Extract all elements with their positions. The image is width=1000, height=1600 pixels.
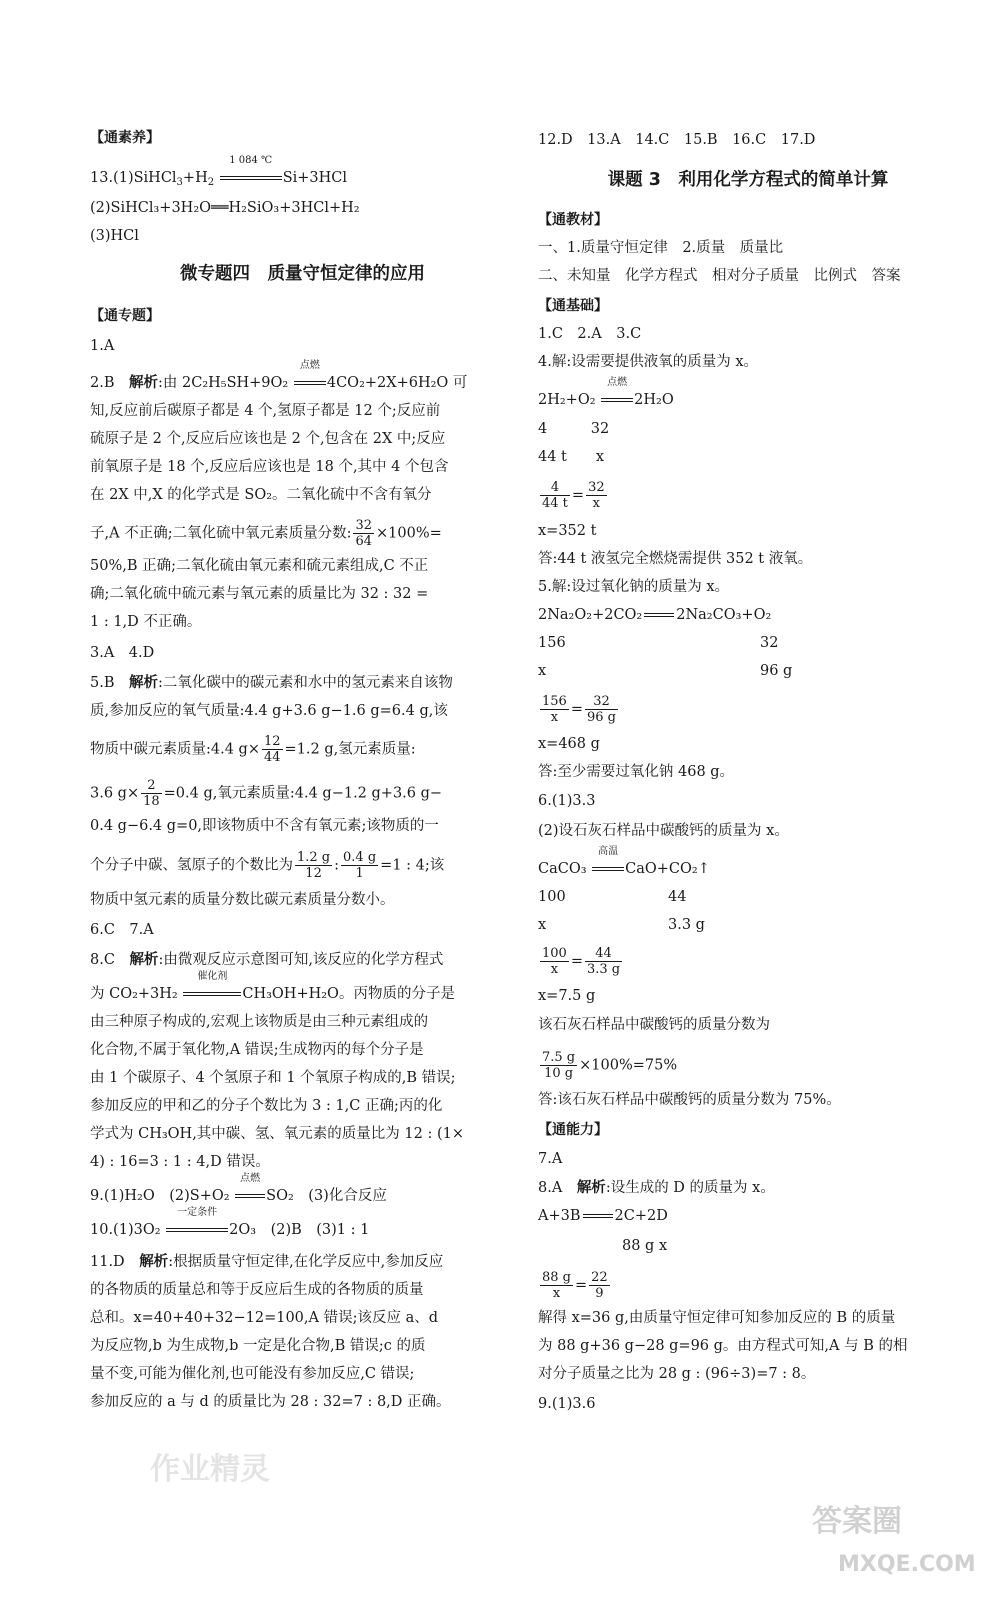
q8-line2: 为 CO₂+3H₂ 催化剂 CH₃OH+H₂O。丙物质的分子是 <box>90 971 455 1002</box>
q5-line3: 物质中碳元素质量:4.4 g× $\frac{12}{44}$ =1.2 g,氢元素质量: <box>90 734 416 765</box>
q5-line1: 5.B 解析:二氧化碳中的碳元素和水中的氢元素来自该物 <box>90 675 453 691</box>
r-q6-percent: $\frac{7.5 g}{10 g}$ ×100%=75% <box>542 1050 678 1081</box>
r-q6-answer: 答:该石灰石样品中碳酸钙的质量分数为 75%。 <box>538 1092 841 1108</box>
r-q7: 7.A <box>538 1151 563 1167</box>
jiaocai-line2: 二、未知量 化学方程式 相对分子质量 比例式 答案 <box>538 268 901 284</box>
r-q8-line1: 8.A 解析:设生成的 D 的质量为 x。 <box>538 1180 775 1196</box>
q5-line7: 物质中氢元素的质量分数比碳元素质量分数小。 <box>90 892 395 908</box>
fraction: $\frac{22}{9}$ <box>591 1270 608 1301</box>
r-q6-line1: 6.(1)3.3 <box>538 793 596 809</box>
q8-line4: 化合物,不属于氧化物,A 错误;生成物丙的每个分子是 <box>90 1042 424 1058</box>
q2-line2: 知,反应前后碳原子都是 4 个,氢原子都是 12 个;反应前 <box>90 403 441 419</box>
r-q8-proportion: $\frac{88 g}{x}$ = $\frac{22}{9}$ <box>542 1270 608 1301</box>
section-title-wei4: 微专题四 质量守恒定律的应用 <box>180 264 425 284</box>
fraction: $\frac{2}{18}$ <box>143 778 160 809</box>
q2-line5: 在 2X 中,X 的化学式是 SO₂。二氧化硫中不含有氧分 <box>90 487 432 503</box>
fraction: $\frac{44}{3.3 g}$ <box>586 946 621 977</box>
q13-line1: $13.(1)SiHCl_3+H_2$ 1 084 ℃ Si+3HCl <box>90 155 348 188</box>
fraction: $\frac{156}{x}$ <box>542 694 567 725</box>
r-q5-x: x=468 g <box>538 736 600 752</box>
fraction: $\frac{100}{x}$ <box>542 946 567 977</box>
r-q6-proportion: $\frac{100}{x}$ = $\frac{44}{3.3 g}$ <box>542 946 621 977</box>
r-q4-proportion: $\frac{4}{44 t}$ = $\frac{32}{x}$ <box>542 480 605 511</box>
r-q8-equation: A+3B 2C+2D <box>538 1208 668 1224</box>
section-header-tongjichu: 【通基础】 <box>538 298 608 314</box>
fraction: $\frac{32}{96 g}$ <box>586 694 616 725</box>
fraction: $\frac{0.4 g}{1}$ <box>343 850 377 881</box>
q5-line5: 0.4 g−6.4 g=0,即该物质中不含有氧元素;该物质的一 <box>90 818 439 834</box>
r-q6-x: x=7.5 g <box>538 988 596 1004</box>
q11-line6: 参加反应的 a 与 d 的质量比为 28 : 32=7 : 8,D 正确。 <box>90 1394 451 1410</box>
watermark-bottom-left: 作业精灵 <box>150 1452 270 1487</box>
section-header-tongjiaocai: 【通教材】 <box>538 212 608 228</box>
q6-7-answers: 6.C 7.A <box>90 922 154 938</box>
q2-line7: 50%,B 正确;二氧化硫由氧元素和硫元素组成,C 不正 <box>90 558 429 574</box>
q2-line3: 硫原子是 2 个,反应后应该也是 2 个,包含在 2X 中;反应 <box>90 431 446 447</box>
q8-line1: 8.C 解析:由微观反应示意图可知,该反应的化学方程式 <box>90 952 444 968</box>
fraction: $\frac{1.2 g}{12}$ <box>297 850 331 881</box>
r-q4-row2: 44 t x <box>538 449 605 465</box>
q8-line5: 由 1 个碳原子、4 个氢原子和 1 个氧原子构成的,B 错误; <box>90 1070 456 1086</box>
q5-line6: 个分子中碳、氢原子的个数比为 $\frac{1.2 g}{12}$ : $\frac{0.4 g}{1}$ =1 : 4;该 <box>90 850 445 881</box>
r-q4-row1: 4 32 <box>538 421 610 437</box>
fraction: $\frac{32}{x}$ <box>588 480 605 511</box>
r-q6-row1: 100 44 <box>538 889 687 905</box>
q13-line3: (3)HCl <box>90 228 139 244</box>
q2-line8: 确;二氧化硫中硫元素与氧元素的质量比为 32 : 32 = <box>90 586 429 602</box>
watermark-logo: 答案圈 <box>812 1504 902 1539</box>
r-q6-equation: CaCO₃ 高温 CaO+CO₂↑ <box>538 846 710 877</box>
fraction: $\frac{7.5 g}{10 g}$ <box>542 1050 576 1081</box>
watermark-site: MXQE.COM <box>838 1552 976 1577</box>
q8-line6: 参加反应的甲和乙的分子个数比为 3 : 1,C 正确;丙的化 <box>90 1098 443 1114</box>
q11-line5: 量不变,可能为催化剂,也可能没有参加反应,C 错误; <box>90 1366 415 1382</box>
q2-line6: 子,A 不正确;二氧化硫中氧元素质量分数: $\frac{32}{64}$ ×100%= <box>90 518 442 549</box>
q11-line2: 的各物质的质量总和等于反应后生成的各物质的质量 <box>90 1282 424 1298</box>
fraction: $\frac{4}{44 t}$ <box>542 480 568 511</box>
q13-line2: (2)SiHCl₃+3H₂O══H₂SiO₃+3HCl+H₂ <box>90 200 360 216</box>
r-q5-proportion: $\frac{156}{x}$ = $\frac{32}{96 g}$ <box>542 694 616 725</box>
q2-line1: 2.B 解析:由 2C₂H₅SH+9O₂ 点燃 4CO₂+2X+6H₂O 可 <box>90 360 468 391</box>
r-q4-equation: 2H₂+O₂ 点燃 2H₂O <box>538 377 674 408</box>
r-q6-line2: (2)设石灰石样品中碳酸钙的质量为 x。 <box>538 823 789 839</box>
r-q4-line1: 4.解:设需要提供液氧的质量为 x。 <box>538 354 759 370</box>
q8-line8: 4) : 16=3 : 1 : 4,D 错误。 <box>90 1154 270 1170</box>
q3-4-answers: 3.A 4.D <box>90 645 155 661</box>
r-q5-line1: 5.解:设过氧化钠的质量为 x。 <box>538 579 730 595</box>
q8-line7: 学式为 CH₃OH,其中碳、氢、氧元素的质量比为 12 : (1× <box>90 1126 464 1142</box>
r-q5-row1: 156 32 <box>538 635 779 651</box>
q5-line4: 3.6 g× $\frac{2}{18}$ =0.4 g,氧元素质量:4.4 g−1.2 g+3.6 g− <box>90 778 443 809</box>
fraction: $\frac{32}{64}$ <box>355 518 373 549</box>
section-header-tongsuyang: 【通素养】 <box>90 130 160 146</box>
q2-line4: 前氧原子是 18 个,反应后应该也是 18 个,其中 4 个包含 <box>90 459 449 475</box>
r-q5-equation: 2Na₂O₂+2CO₂ 2Na₂CO₃+O₂ <box>538 607 772 623</box>
equals-sign <box>583 1214 613 1218</box>
section-title-keti3: 课题 3 利用化学方程式的简单计算 <box>607 170 889 190</box>
r-q4-answer: 答:44 t 液氢完全燃烧需提供 352 t 液氧。 <box>538 551 813 567</box>
r-q5-answer: 答:至少需要过氧化钠 468 g。 <box>538 764 735 780</box>
q9-answer: 9.(1)H₂O (2)S+O₂ 点燃 SO₂ (3)化合反应 <box>90 1173 387 1204</box>
r-q6-row2: x 3.3 g <box>538 917 705 933</box>
section-header-tongzhuanti: 【通专题】 <box>90 308 160 324</box>
q12-17-answers: 12.D 13.A 14.C 15.B 16.C 17.D <box>538 132 816 148</box>
r-q8-line3: 为 88 g+36 g−28 g=96 g。由方程式可知,A 与 B 的相 <box>538 1338 908 1354</box>
q11-line1: 11.D 解析:根据质量守恒定律,在化学反应中,参加反应 <box>90 1254 444 1270</box>
equals-sign <box>644 613 674 617</box>
r-q8-line4: 对分子质量之比为 28 g : (96÷3)=7 : 8。 <box>538 1366 816 1382</box>
reaction-arrow: 1 084 ℃ <box>220 168 282 188</box>
r-q8-line2: 解得 x=36 g,由质量守恒定律可知参加反应的 B 的质量 <box>538 1310 896 1326</box>
r-q6-text: 该石灰石样品中碳酸钙的质量分数为 <box>538 1017 770 1033</box>
q10-answer: 10.(1)3O₂ 一定条件 2O₃ (2)B (3)1 : 1 <box>90 1207 370 1238</box>
fraction: $\frac{12}{44}$ <box>264 734 281 765</box>
r-q1-3: 1.C 2.A 3.C <box>538 326 642 342</box>
q5-line2: 质,参加反应的氧气质量:4.4 g+3.6 g−1.6 g=6.4 g,该 <box>90 703 448 719</box>
r-q4-x: x=352 t <box>538 523 597 539</box>
q11-line4: 为反应物,b 为生成物,b 一定是化合物,B 错误;c 的质 <box>90 1338 426 1354</box>
fraction: $\frac{88 g}{x}$ <box>542 1270 571 1301</box>
section-header-tongnengli: 【通能力】 <box>538 1122 608 1138</box>
r-q9: 9.(1)3.6 <box>538 1396 596 1412</box>
q1-answer: 1.A <box>90 338 115 354</box>
jiaocai-line1: 一、1.质量守恒定律 2.质量 质量比 <box>538 240 784 256</box>
q11-line3: 总和。x=40+40+32−12=100,A 错误;该反应 a、d <box>90 1310 439 1326</box>
q2-line9: 1 : 1,D 不正确。 <box>90 614 202 630</box>
q8-line3: 由三种原子构成的,宏观上该物质是由三种元素组成的 <box>90 1014 429 1030</box>
r-q5-row2: x 96 g <box>538 663 793 679</box>
